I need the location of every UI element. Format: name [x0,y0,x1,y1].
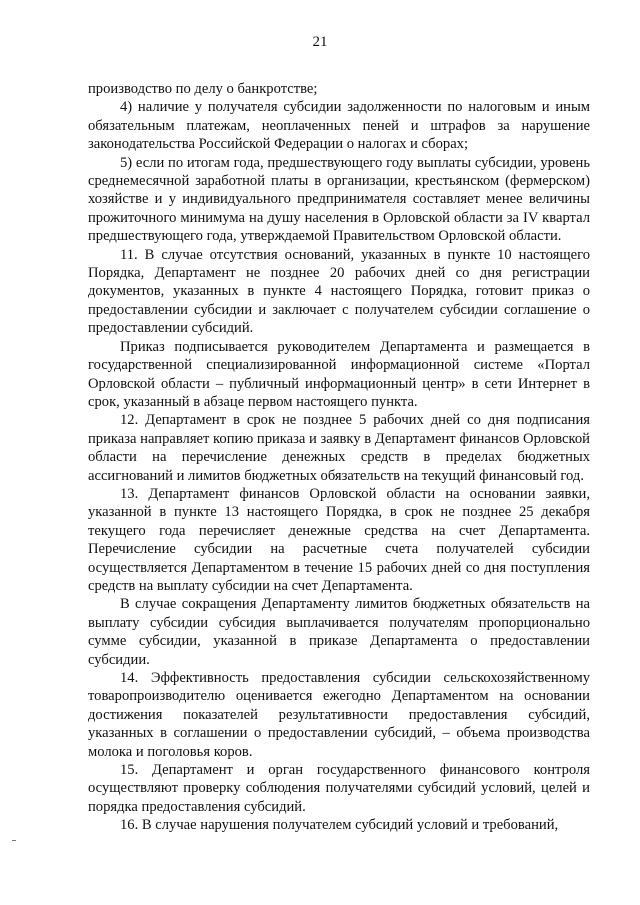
paragraph: 16. В случае нарушения получателем субсидий условий и требований, [120,817,559,834]
paragraph: Приказ подписывается руководителем Департамента и размещается в государственной специализированной информационной системе «Портал Орловской области – публичный информационный центр» в сети Интернет в срок, указанный в абзаце первом настоящего пункта. [88,338,590,410]
margin-mark [12,840,16,841]
document-body [88,80,590,835]
paragraph: 11. В случае отсутствия оснований, указанных в пункте 10 настоящего Порядка, Департамент не позднее 20 рабочих дней со дня регистрации документов, указанных в пункте 4 настоящего Порядка, готовит приказ о предоставлении субсидии и заключает с получателем субсидии соглашение о предоставлении субсидий. [88,246,590,337]
paragraph: 12. Департамент в срок не позднее 5 рабочих дней со дня подписания приказа направляет копию приказа и заявку в Департамент финансов Орловской области на перечисление денежных средств в пределах бюджетных ассигнований и лимитов бюджетных обязательств на текущий финансовый год. [88,412,590,484]
page-number: 21 [312,34,328,50]
paragraph: 14. Эффективность предоставления субсидии сельскохозяйственному товаропроизводителю оценивается ежегодно Департаментом на основании достижения показателей результативности предоставления субсидий, указанных в соглашении о предоставлении субсидий, – объема производства молока и поголовья коров. [88,670,590,760]
paragraph: 4) наличие у получателя субсидии задолженности по налоговым и иным обязательным платежам, неоплаченных пеней и штрафов за нарушение законодательства Российской Федерации о налогах и сборах; [88,99,590,153]
paragraph: 13. Департамент финансов Орловской области на основании заявки, указанной в пункте 13 настоящего Порядка, в срок не позднее 25 декабря текущего года перечисляет денежные средства на счет Департамента. Перечисление субсидии на расчетные счета получателей субсидии осуществляется Департаментом в течение 15 рабочих дней со дня поступления средств на выплату субсидии на счет Департамента. [88,485,590,594]
paragraph: производство по делу о банкротстве; [88,81,318,97]
paragraph: 5) если по итогам года, предшествующего году выплаты субсидии, уровень среднемесячной заработной платы в организации, крестьянском (фермерском) хозяйстве и у индивидуального предпринимателя составляет менее величины прожиточного минимума на душу населения в Орловской области за IV квартал предшествующего года, утверждаемой Правительством Орловской области. [88,154,590,245]
paragraph: В случае сокращения Департаменту лимитов бюджетных обязательств на выплату субсидии субсидия выплачивается получателям пропорционально сумме субсидии, указанной в приказе Департамента о предоставлении субсидии. [88,596,590,668]
paragraph: 15. Департамент и орган государственного финансового контроля осуществляют проверку соблюдения получателями субсидий условий, целей и порядка предоставления субсидий. [88,762,590,815]
